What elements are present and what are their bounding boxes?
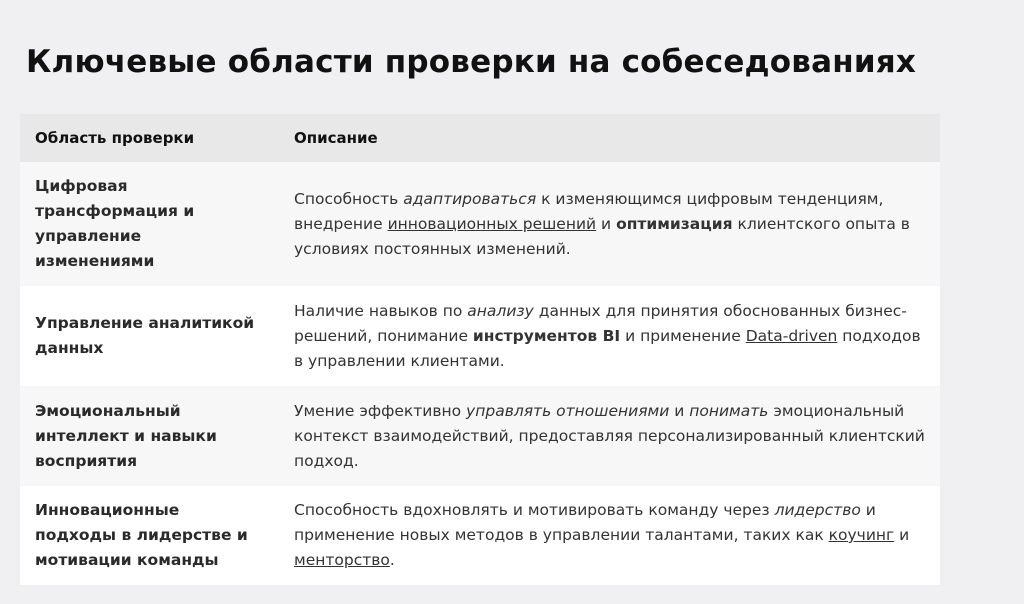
description-text: Способность	[294, 189, 404, 208]
description-text: и применение новых методов в управлении талантами, таких как	[294, 501, 876, 544]
description-link[interactable]: менторство	[294, 551, 390, 569]
description-italic: адаптироваться	[403, 189, 537, 208]
description-link[interactable]: Data-driven	[745, 326, 838, 345]
table-header-row	[20, 114, 940, 162]
description-cell	[279, 286, 940, 386]
page-title: Ключевые области проверки на собеседованиях	[26, 44, 917, 80]
description-text: клиентского опыта в условиях постоянных изменений.	[294, 214, 910, 258]
area-cell: Инновационные подходы в лидерстве и мотивации команды	[35, 501, 248, 569]
column-header-area: Область проверки	[35, 129, 195, 147]
description-text: подходов в управлении клиентами.	[294, 326, 921, 370]
description-cell	[279, 486, 940, 585]
description-link[interactable]: инновационных решений	[387, 214, 597, 233]
area-cell: Управление аналитикой данных	[35, 314, 255, 357]
description-bold: оптимизация	[616, 214, 733, 233]
area-cell: Эмоциональный интеллект и навыки восприятия	[35, 401, 217, 470]
description-italic: анализу	[467, 301, 534, 320]
table-row	[20, 386, 940, 486]
area-cell: Цифровая трансформация и управление изменениями	[35, 177, 195, 270]
description-italic: управлять отношениями	[466, 401, 670, 420]
description-bold: инструментов BI	[472, 326, 621, 345]
description-text: Способность вдохновлять и мотивировать команду через	[294, 501, 775, 519]
description-text: Наличие навыков по	[294, 301, 468, 320]
table-row	[20, 162, 940, 286]
description-text: эмоциональный контекст взаимодействий, предоставляя персонализированный клиентский подход.	[294, 401, 925, 470]
interview-areas-table	[20, 114, 940, 585]
description-text: Умение эффективно	[294, 401, 467, 420]
description-italic: понимать	[689, 401, 769, 420]
description-italic: лидерство	[774, 501, 861, 519]
column-header-description: Описание	[294, 129, 378, 147]
description-text: и	[596, 214, 617, 233]
description-text: к изменяющимся цифровым тенденциям, внедрение	[294, 189, 884, 233]
description-cell	[279, 386, 940, 486]
description-text: и	[894, 526, 910, 544]
description-text: данных для принятия обоснованных бизнес-решений, понимание	[294, 301, 907, 345]
description-text: и применение	[620, 326, 746, 345]
description-text: .	[389, 551, 395, 569]
description-link[interactable]: коучинг	[828, 526, 895, 544]
table-row	[20, 286, 940, 386]
table-row	[20, 486, 940, 585]
description-text: и	[669, 401, 690, 420]
description-cell	[279, 162, 940, 286]
